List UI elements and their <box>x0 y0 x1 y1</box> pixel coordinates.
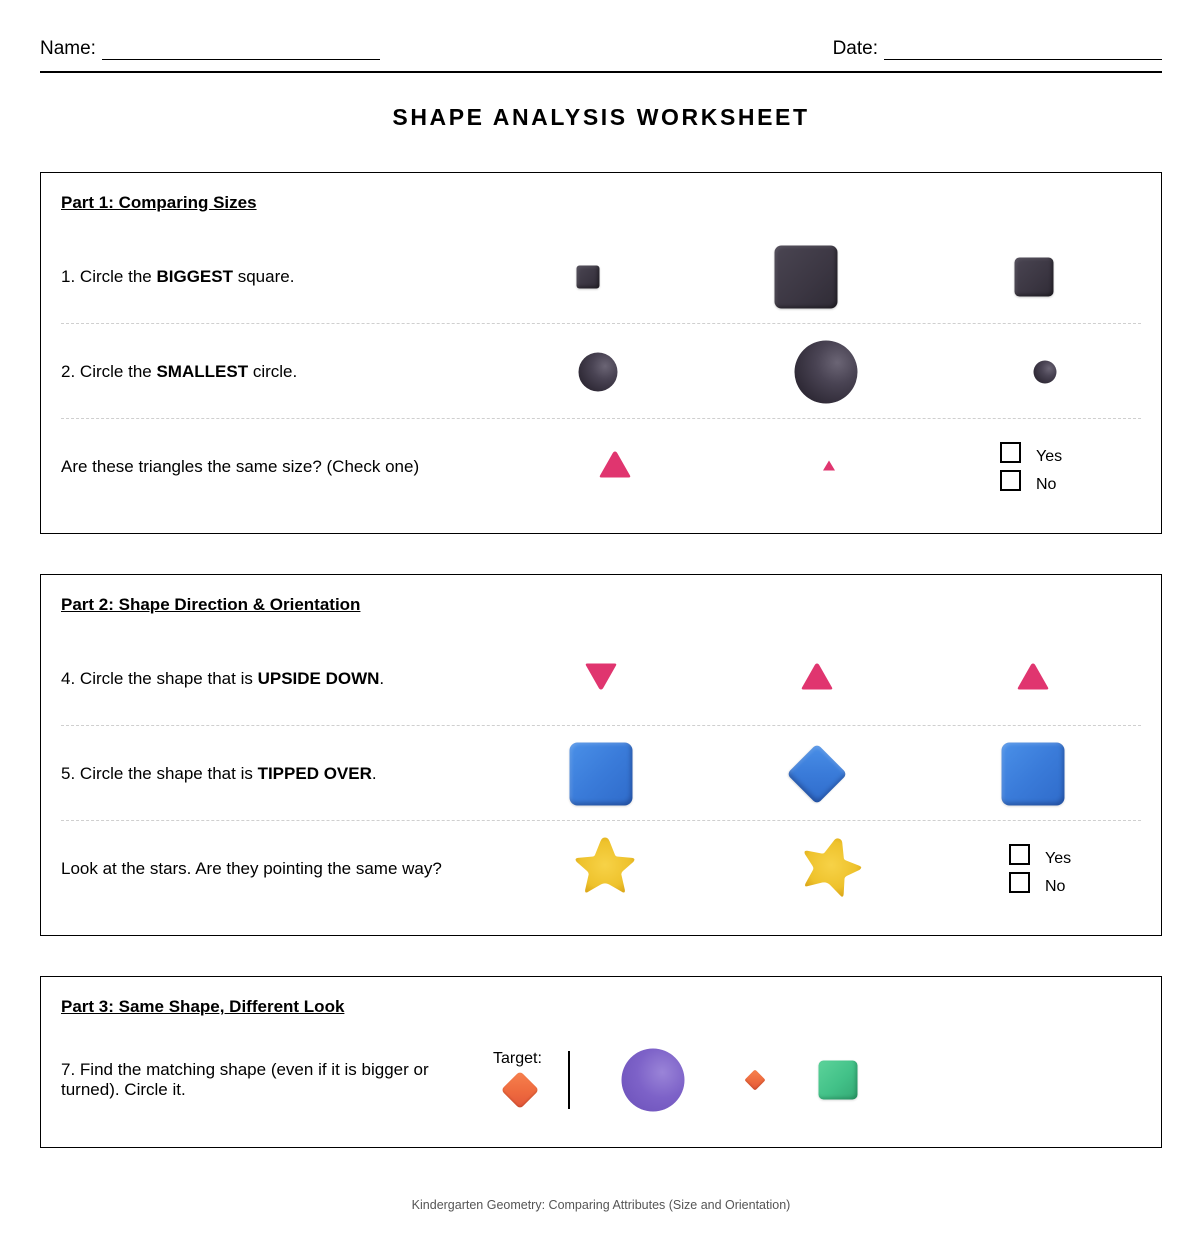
large-triangle-shape[interactable] <box>598 449 632 484</box>
small-square-shape[interactable] <box>577 265 600 288</box>
no-checkbox[interactable] <box>1009 872 1030 893</box>
tipped-blue-square[interactable] <box>796 752 839 795</box>
no-checkbox[interactable] <box>1000 470 1021 491</box>
date-field <box>833 38 1162 60</box>
question-2-text: 2. Circle the SMALLEST circle. <box>61 361 298 381</box>
part-1-heading: Part 1: Comparing Sizes <box>61 193 257 212</box>
yes-label: Yes <box>1045 849 1072 867</box>
small-triangle-shape[interactable] <box>823 458 836 476</box>
option-no[interactable] <box>1009 869 1071 897</box>
name-field <box>40 38 380 60</box>
name-blank-line[interactable] <box>102 39 380 60</box>
upright-star-shape[interactable] <box>572 833 638 904</box>
question-4-row <box>61 631 1141 726</box>
date-label: Date: <box>832 38 878 59</box>
question-4-text: 4. Circle the shape that is UPSIDE DOWN. <box>61 668 385 688</box>
question-5-row <box>61 726 1141 821</box>
part-2-section <box>40 574 1162 936</box>
purple-circle-choice[interactable] <box>622 1049 685 1112</box>
yes-label: Yes <box>1036 447 1063 465</box>
question-3-row <box>61 419 1141 514</box>
upright-triangle-shape-a[interactable] <box>800 661 834 696</box>
part-3-heading: Part 3: Same Shape, Different Look <box>61 997 345 1016</box>
small-diamond-choice[interactable] <box>748 1073 763 1088</box>
target-diamond-shape <box>507 1077 534 1104</box>
option-yes[interactable] <box>1000 439 1062 467</box>
option-yes[interactable] <box>1009 841 1071 869</box>
rotated-star-shape[interactable] <box>798 833 864 904</box>
part-3-section <box>40 976 1162 1148</box>
question-3-text: Are these triangles the same size? (Check one) <box>61 456 420 476</box>
part-2-heading: Part 2: Shape Direction & Orientation <box>61 595 361 614</box>
question-1-text: 1. Circle the BIGGEST square. <box>61 266 295 286</box>
question-2-row <box>61 324 1141 419</box>
footer-caption: Kindergarten Geometry: Comparing Attributes (Size and Orientation) <box>411 1198 791 1212</box>
question-5-text: 5. Circle the shape that is TIPPED OVER. <box>61 763 377 783</box>
question-7-row <box>61 1033 1141 1128</box>
question-3-checkboxes <box>1000 439 1062 495</box>
question-1-row <box>61 229 1141 324</box>
large-square-shape[interactable] <box>775 245 838 308</box>
page-title: SHAPE ANALYSIS WORKSHEET <box>392 104 810 130</box>
upright-blue-square-a[interactable] <box>570 742 633 805</box>
yes-checkbox[interactable] <box>1000 442 1021 463</box>
question-7-text: 7. Find the matching shape (even if it is bigger or turned). Circle it. <box>61 1060 429 1099</box>
date-blank-line[interactable] <box>884 39 1162 60</box>
green-square-choice[interactable] <box>819 1061 858 1100</box>
small-circle-shape[interactable] <box>1034 360 1057 383</box>
large-circle-shape[interactable] <box>795 340 858 403</box>
header-divider <box>40 71 1162 73</box>
question-6-checkboxes <box>1009 841 1071 897</box>
question-6-text: Look at the stars. Are they pointing the same way? <box>61 858 442 878</box>
no-label: No <box>1036 475 1057 493</box>
upside-down-triangle-shape[interactable] <box>584 661 618 696</box>
target-divider <box>568 1051 570 1109</box>
upright-blue-square-b[interactable] <box>1002 742 1065 805</box>
upright-triangle-shape-b[interactable] <box>1016 661 1050 696</box>
name-label: Name: <box>40 38 96 59</box>
no-label: No <box>1045 877 1066 895</box>
yes-checkbox[interactable] <box>1009 844 1030 865</box>
header <box>40 38 1162 64</box>
question-6-row <box>61 821 1141 916</box>
medium-square-shape[interactable] <box>1015 257 1054 296</box>
medium-circle-shape[interactable] <box>579 352 618 391</box>
target-label: Target: <box>493 1050 542 1067</box>
option-no[interactable] <box>1000 467 1062 495</box>
part-1-section <box>40 172 1162 534</box>
